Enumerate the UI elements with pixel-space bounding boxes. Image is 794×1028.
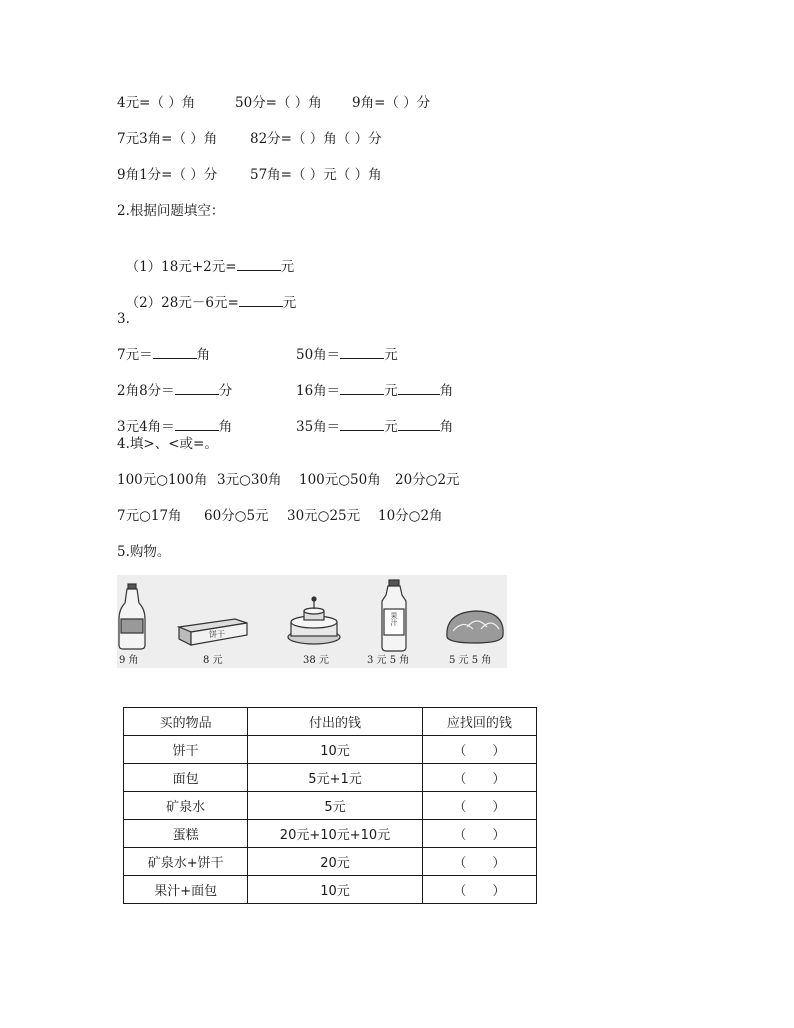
- cell-change-answer[interactable]: （ ）: [422, 848, 536, 876]
- q3-r2-right: [296, 380, 453, 400]
- q4-r1-d: 20分○2元: [395, 472, 460, 488]
- q2-item-2-text: （2）28元－6元=: [125, 295, 239, 311]
- q4-r2-d: 10分○2角: [378, 508, 443, 524]
- header-paid: 付出的钱: [248, 708, 422, 736]
- q3-r3-l2: 角: [218, 419, 233, 435]
- q3-r1-r1: 50角＝: [296, 347, 341, 363]
- answer-blank[interactable]: [398, 416, 440, 431]
- q1-r3-a: 9角1分=（ ）分: [117, 167, 218, 183]
- cell-change-answer[interactable]: （ ）: [422, 736, 536, 764]
- cell-item: 蛋糕: [124, 820, 248, 848]
- q4-r1-b: 3元○30角: [217, 472, 282, 488]
- cell-paid: 10元: [248, 736, 422, 764]
- cell-item: 饼干: [124, 736, 248, 764]
- cell-paid: 20元: [248, 848, 422, 876]
- cell-paid: 10元: [248, 876, 422, 904]
- table-row: [124, 876, 537, 904]
- q3-r3-right: [296, 416, 453, 436]
- answer-blank[interactable]: [239, 292, 283, 307]
- q3-r2-left: [117, 380, 232, 400]
- table-row: [124, 736, 537, 764]
- q2-item-1-text: （1）18元+2元=: [125, 259, 237, 275]
- cell-item: 面包: [124, 764, 248, 792]
- price-label: 5 元 5 角: [449, 655, 492, 666]
- biscuit-box-text: 饼干: [209, 630, 225, 639]
- q2-item-2: [117, 274, 296, 312]
- q1-r1-b: 50分=（ ）角: [235, 95, 322, 111]
- shopping-table: [123, 707, 537, 904]
- cell-paid: 5元+1元: [248, 764, 422, 792]
- q2-item-1-unit: 元: [280, 259, 295, 275]
- price-label: 8 元: [203, 655, 223, 666]
- header-change: 应找回的钱: [422, 708, 536, 736]
- table-row: [124, 792, 537, 820]
- bread-icon: [447, 611, 503, 643]
- q5-title: 5.购物。: [117, 544, 171, 560]
- q3-r2-l1: 2角8分＝: [117, 383, 175, 399]
- answer-blank[interactable]: [398, 380, 440, 395]
- q2-item-2-unit: 元: [282, 295, 297, 311]
- cell-change-answer[interactable]: （ ）: [422, 764, 536, 792]
- q3-title: 3.: [117, 311, 130, 327]
- answer-blank[interactable]: [175, 380, 219, 395]
- q3-r2-l2: 分: [218, 383, 233, 399]
- q4-r2-b: 60分○5元: [204, 508, 269, 524]
- q3-r3-l1: 3元4角＝: [117, 419, 175, 435]
- answer-blank[interactable]: [237, 256, 281, 271]
- bottle-icon: [119, 584, 145, 649]
- q3-r3-r3: 角: [439, 419, 454, 435]
- q3-r1-l1: 7元＝: [117, 347, 153, 363]
- table-row: [124, 848, 537, 876]
- q3-r1-l2: 角: [196, 347, 211, 363]
- juice-label-text: 果汁: [390, 612, 398, 626]
- cell-change-answer[interactable]: （ ）: [422, 876, 536, 904]
- q3-r3-r2: 元: [384, 419, 398, 435]
- q3-r1-r2: 元: [384, 347, 398, 363]
- q2-item-1: [117, 238, 294, 276]
- q3-r2-r3: 角: [439, 383, 454, 399]
- table-header-row: [124, 708, 537, 736]
- q3-r1-right: [296, 344, 398, 364]
- q2-title: 2.根据问题填空：: [117, 203, 225, 219]
- cell-item: 矿泉水: [124, 792, 248, 820]
- q4-title: 4.填>、<或=。: [117, 436, 218, 452]
- q1-r3-b: 57角=（ ）元（ ）角: [250, 167, 382, 183]
- shopping-items-picture: [117, 575, 507, 668]
- cell-paid: 20元+10元+10元: [248, 820, 422, 848]
- q1-r2-a: 7元3角=（ ）角: [117, 131, 218, 147]
- q3-r2-r2: 元: [384, 383, 398, 399]
- header-item: 买的物品: [124, 708, 248, 736]
- price-label: 3 元 5 角: [367, 655, 410, 666]
- q4-r1-a: 100元○100角: [117, 472, 208, 488]
- biscuit-box-icon: [179, 619, 247, 645]
- q3-r1-left: [117, 344, 210, 364]
- cell-change-answer[interactable]: （ ）: [422, 792, 536, 820]
- q3-r3-left: [117, 416, 232, 436]
- table-row: [124, 764, 537, 792]
- q3-r3-r1: 35角＝: [296, 419, 341, 435]
- cell-item: 果汁+面包: [124, 876, 248, 904]
- cake-icon: [288, 597, 340, 644]
- q4-r2-c: 30元○25元: [287, 508, 361, 524]
- cell-item: 矿泉水+饼干: [124, 848, 248, 876]
- answer-blank[interactable]: [175, 416, 219, 431]
- cell-change-answer[interactable]: （ ）: [422, 820, 536, 848]
- q1-r2-b: 82分=（ ）角（ ）分: [250, 131, 382, 147]
- juice-bottle-icon: [382, 580, 406, 651]
- answer-blank[interactable]: [340, 344, 384, 359]
- price-label: 38 元: [303, 655, 329, 666]
- q1-r1-a: 4元=（ ）角: [117, 95, 196, 111]
- answer-blank[interactable]: [153, 344, 197, 359]
- q3-r2-r1: 16角＝: [296, 383, 341, 399]
- price-label: 9 角: [119, 655, 139, 666]
- table-row: [124, 820, 537, 848]
- q4-r1-c: 100元○50角: [299, 472, 381, 488]
- q4-r2-a: 7元○17角: [117, 508, 182, 524]
- answer-blank[interactable]: [340, 416, 384, 431]
- q1-r1-c: 9角=（ ）分: [352, 95, 431, 111]
- answer-blank[interactable]: [340, 380, 384, 395]
- cell-paid: 5元: [248, 792, 422, 820]
